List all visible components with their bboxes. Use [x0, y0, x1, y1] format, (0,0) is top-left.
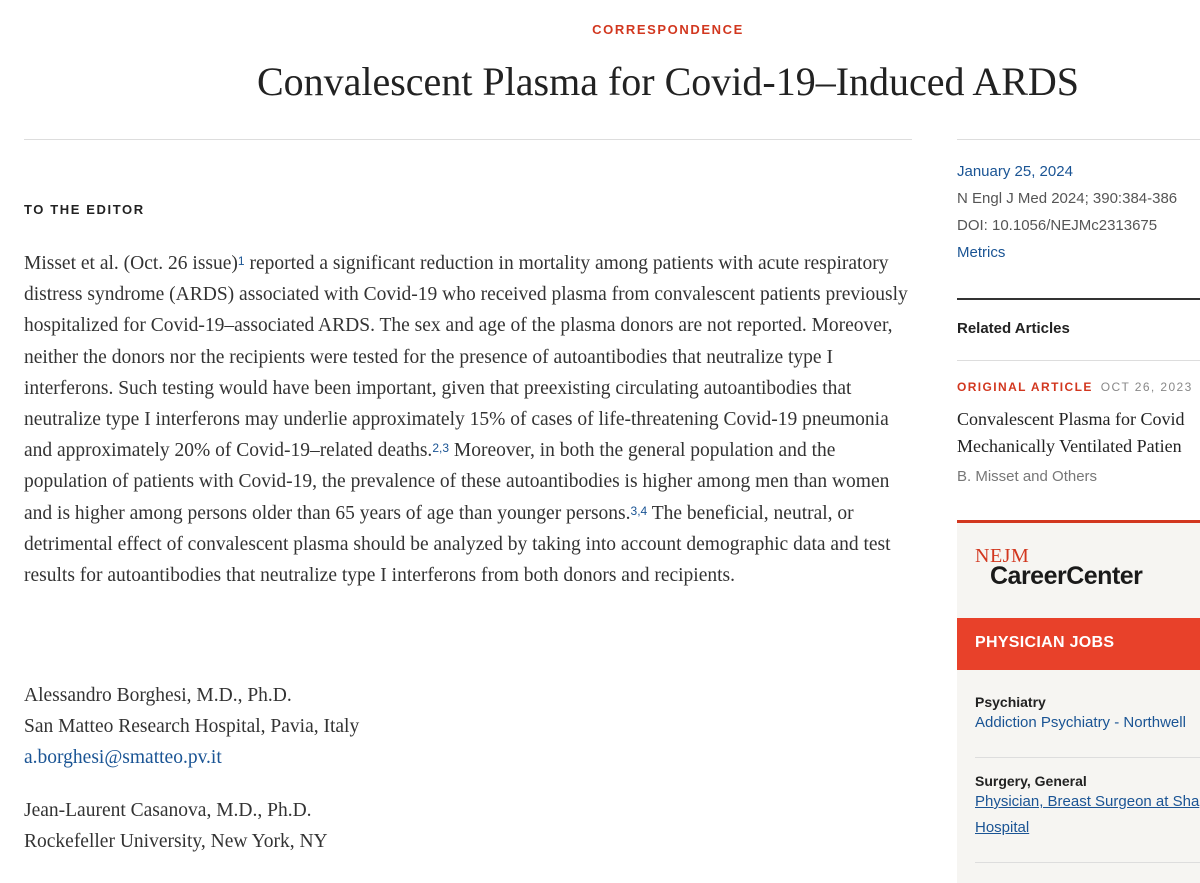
related-title-line: Mechanically Ventilated Patien [957, 436, 1182, 456]
job-listing [975, 694, 1200, 736]
paragraph-text: reported a significant reduction in mortality among patients with acute respiratory distress syndrome (ARDS) associated with Covid-19 who received plasma from convalescent patients previously hospitalized for Covid-19–associated ARDS. The sex and age of the plasma donors are not reported. Moreover, neither the donors nor the recipients were tested for the presence of autoantibodies that neutralize type I interferons. Such testing would have been important, given that preexisting circulating autoantibodies that neutralize type I interferons may underlie approximately 15% of cases of life-threatening Covid-19 pneumonia and approximately 20% of Covid-19–related deaths. [24, 253, 908, 462]
author-block [24, 680, 359, 773]
paragraph-text: Moreover, in both the general population and the population of patients with Covid-19, the prevalence of these autoantibodies is higher among men than women and is higher among persons older than 65 years of age than younger persons. [24, 440, 890, 524]
related-article-title-link[interactable] [957, 406, 1200, 460]
paragraph-text: The beneficial, neutral, or detrimental effect of convalescent plasma should be analyzed by taking into account demographic data and test results for autoantibodies that neutralize type I interferons from both donors and recipients. [24, 502, 891, 587]
related-article-date: OCT 26, 2023 [1100, 380, 1193, 394]
letter-paragraph [24, 248, 916, 591]
related-title-line: Convalescent Plasma for Covid [957, 409, 1185, 429]
related-divider-light [957, 360, 1200, 361]
related-divider [957, 298, 1200, 300]
job-category: Surgery, General [975, 773, 1087, 789]
author-name: Alessandro Borghesi, M.D., Ph.D. [24, 685, 292, 706]
job-listing [975, 773, 1200, 841]
related-articles-heading: Related Articles [957, 320, 1070, 337]
career-center-logo[interactable]: CareerCenter [990, 562, 1143, 590]
author-name: Jean-Laurent Casanova, M.D., Ph.D. [24, 800, 312, 821]
author-email-link[interactable]: a.borghesi@smatteo.pv.it [24, 747, 222, 768]
author-block [24, 795, 328, 857]
related-article-authors: B. Misset and Others [957, 468, 1098, 485]
doi: DOI: 10.1056/NEJMc2313675 [957, 217, 1158, 234]
job-link[interactable]: Physician, Breast Surgeon at Sha [975, 793, 1200, 810]
section-eyebrow: CORRESPONDENCE [592, 22, 744, 37]
author-affiliation: San Matteo Research Hospital, Pavia, Italy [24, 716, 360, 737]
metrics-link[interactable]: Metrics [957, 244, 1006, 261]
sidebar-divider [957, 139, 1200, 140]
citation: N Engl J Med 2024; 390:384-386 [957, 190, 1178, 207]
article-meta [957, 158, 1177, 266]
paragraph-text: Misset et al. (Oct. 26 issue) [24, 253, 238, 274]
title-divider [24, 139, 912, 140]
job-divider [975, 862, 1200, 863]
physician-jobs-label: PHYSICIAN JOBS [975, 634, 1115, 651]
job-divider [975, 757, 1200, 758]
job-category: Psychiatry [975, 694, 1046, 710]
author-affiliation: Rockefeller University, New York, NY [24, 831, 328, 852]
job-link-continued[interactable]: Hospital [975, 819, 1030, 836]
page-title: Convalescent Plasma for Covid-19–Induced ARDS [256, 59, 1080, 104]
related-article-meta [957, 378, 1200, 396]
reference-link[interactable]: 2,3 [432, 441, 449, 456]
related-article-type: ORIGINAL ARTICLE [957, 380, 1093, 394]
reference-link[interactable]: 3,4 [630, 503, 648, 518]
publish-date-link[interactable]: January 25, 2024 [957, 163, 1073, 180]
section-label: TO THE EDITOR [24, 202, 145, 217]
reference-link[interactable]: 1 [237, 254, 245, 268]
nejm-logo-text: NEJM [975, 545, 1030, 567]
job-link[interactable]: Addiction Psychiatry - Northwell [975, 714, 1186, 731]
